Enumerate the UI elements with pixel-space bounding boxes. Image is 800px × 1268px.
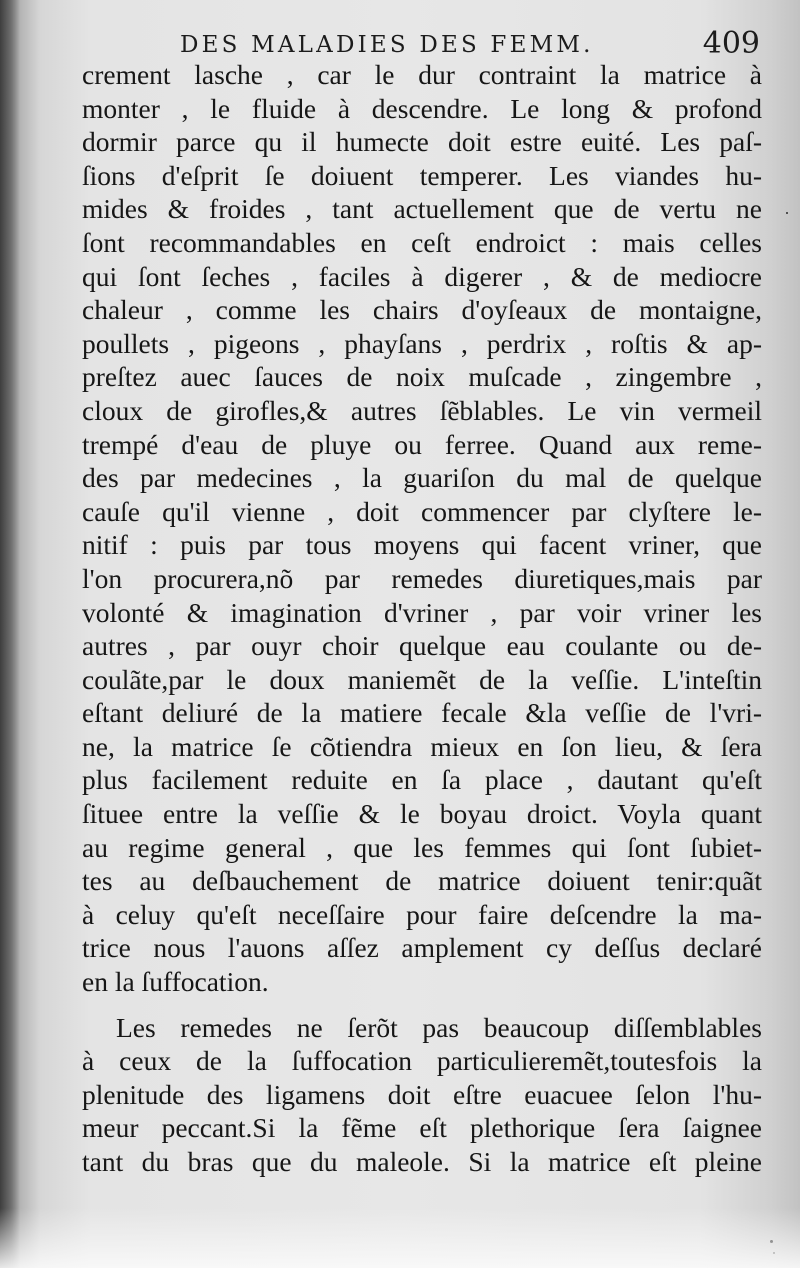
text-line: qui ſont ſeches , faciles à digerer , & de mediocre	[82, 260, 762, 292]
body-text	[82, 58, 762, 1179]
text-line: preſtez auec ſauces de noix muſcade , zingembre ,	[82, 361, 762, 393]
text-line: des par medecines , la guariſon du mal de quelque	[82, 462, 762, 494]
text-line: l'on procurera,nõ par remedes diuretiques,mais par	[82, 562, 762, 594]
text-line: coulãte,par le doux maniemẽt de la veſſie. L'inteſtin	[82, 663, 762, 695]
paragraph-gap	[82, 999, 762, 1011]
text-line: autres , par ouyr choir quelque eau coulante ou de-	[82, 630, 762, 662]
text-line: plus facilement reduite en ſa place , dautant qu'eſt	[82, 764, 762, 796]
text-line: au regime general , que les femmes qui ſont ſubiet-	[82, 831, 762, 863]
text-line: nitif : puis par tous moyens qui facent vriner, que	[82, 529, 762, 561]
text-line: à celuy qu'eſt neceſſaire pour faire deſcendre la ma-	[82, 898, 762, 930]
text-line: ne, la matrice ſe cõtiendra mieux en ſon lieu, & ſera	[82, 730, 762, 762]
text-line: eſtant deliuré de la matiere fecale &la veſſie de l'vri-	[82, 697, 762, 729]
text-line: dormir parce qu il humecte doit estre euité. Les paſ-	[82, 126, 762, 158]
text-line: meur peccant.Si la fẽme eſt plethorique ſera ſaignee	[82, 1112, 762, 1144]
text-line: mides & froides , tant actuellement que de vertu ne	[82, 193, 762, 225]
text-line: ſions d'eſprit ſe doiuent temperer. Les viandes hu-	[82, 159, 762, 191]
text-line: chaleur , comme les chairs d'oyſeaux de montaigne,	[82, 294, 762, 326]
text-line: tes au deſbauchement de matrice doiuent tenir:quãt	[82, 865, 762, 897]
text-line: crement lasche , car le dur contraint la matrice à	[82, 59, 762, 90]
text-line: ſituee entre la veſſie & le boyau droict. Voyla quant	[82, 798, 762, 830]
ink-speck	[786, 212, 788, 214]
text-line: volonté & imagination d'vriner , par voir vriner les	[82, 596, 762, 628]
text-line: plenitude des ligamens doit eſtre euacuee ſelon l'hu-	[82, 1078, 762, 1110]
running-title: DES MALADIES DES FEMM.	[180, 32, 594, 58]
ink-speck	[770, 1240, 773, 1243]
page-number: 409	[702, 26, 760, 61]
text-line: cauſe qu'il vienne , doit commencer par clyſtere le-	[82, 495, 762, 527]
text-line: tant du bras que du maleole. Si la matrice eſt pleine	[82, 1146, 762, 1177]
ink-speck	[773, 1252, 775, 1254]
text-line: ſont recommandables en ceſt endroict : mais celles	[82, 226, 762, 258]
text-line: poullets , pigeons , phayſans , perdrix , roſtis & ap-	[82, 327, 762, 359]
text-line: en la ſuffocation.	[82, 966, 269, 998]
text-line: cloux de girofles,& autres ſẽblables. Le vin vermeil	[82, 394, 762, 426]
text-line: trice nous l'auons aſſez amplement cy deſſus declaré	[82, 932, 762, 964]
text-line: monter , le fluide à descendre. Le long & profond	[82, 92, 762, 124]
text-line: à ceux de la ſuffocation particulieremẽt,toutesfois la	[82, 1045, 762, 1077]
text-line: Les remedes ne ſerõt pas beaucoup diſſemblables	[116, 1011, 762, 1043]
text-line: trempé d'eau de pluye ou ferree. Quand aux reme-	[82, 428, 762, 460]
